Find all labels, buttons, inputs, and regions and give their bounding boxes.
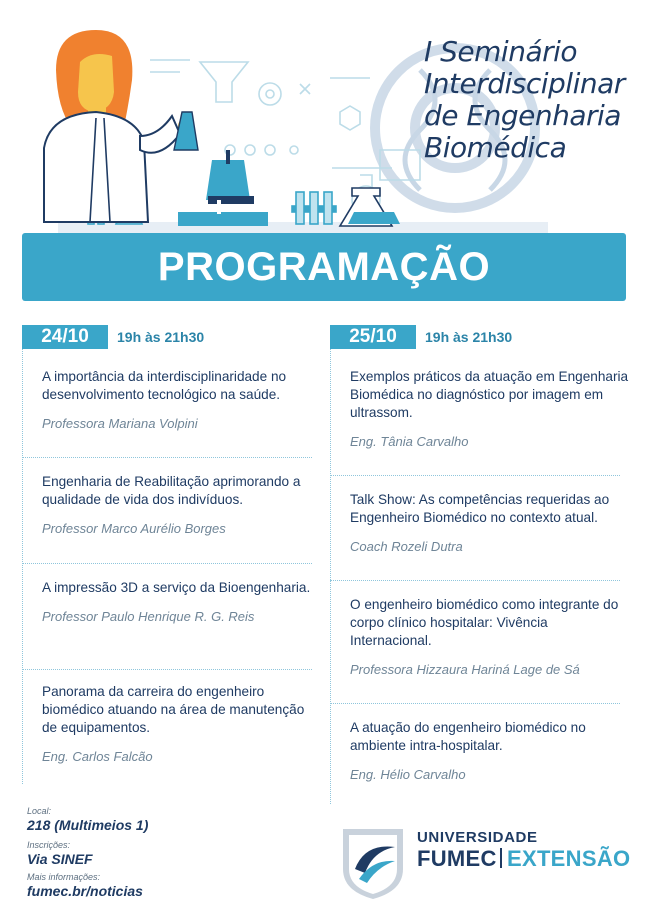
separator [22,669,312,670]
talk-item [42,473,322,536]
logo-divider [500,848,502,868]
programacao-banner [22,233,626,301]
talk-title: Talk Show: As competências requeridas ao Engenheiro Biomédico no contexto atual. [350,492,610,525]
microscope-icon [206,150,254,214]
talk-item [42,683,322,764]
logo-extensao: EXTENSÃO [507,846,631,871]
local-value: 218 (Multimeios 1) [27,817,149,833]
talk-title: Exemplos práticos da atuação em Engenharia Biomédica no diagnóstico por imagem em ultrassom. [350,369,629,420]
title-line: Interdisciplinar [424,67,625,100]
title-line: I Seminário [424,35,578,68]
talk-speaker: Professor Paulo Henrique R. G. Reis [42,609,255,624]
test-tubes-right-icon [292,192,336,224]
banner-text: PROGRAMAÇÃO [157,245,491,289]
title-line: Biomédica [424,131,567,164]
talk-item [350,368,630,449]
talk-speaker: Professora Mariana Volpini [42,416,198,431]
separator [330,703,620,704]
talk-item [350,491,630,554]
date-badge: 24/10 [22,325,108,349]
local-label: Local: [27,806,52,816]
talk-item [350,719,630,782]
talk-speaker: Eng. Carlos Falcão [42,749,153,764]
separator [330,580,620,581]
fumec-shield-icon [341,825,405,901]
info-label: Mais informações: [27,872,101,882]
separator [22,563,312,564]
inscricoes-label: Inscrições: [27,840,71,850]
separator [22,457,312,458]
talk-title: Panorama da carreira do engenheiro biomédico atuando na área de manutenção de equipamentos. [42,684,305,735]
date-badge: 25/10 [330,325,416,349]
talk-item [42,579,322,624]
talk-item [42,368,322,431]
hexagon-icon [340,106,360,130]
talk-title: O engenheiro biomédico como integrante do corpo clínico hospitalar: Vivência Internacional. [350,597,619,648]
talk-title: Engenharia de Reabilitação aprimorando a qualidade de vida dos indivíduos. [42,474,301,507]
talk-speaker: Coach Rozeli Dutra [350,539,463,554]
event-title [424,36,644,164]
date-hours: 19h às 21h30 [425,329,513,345]
scientist-illustration [44,30,198,222]
title-line: de Engenharia [424,99,621,132]
talk-speaker: Eng. Tânia Carvalho [350,434,469,449]
logo-fumec: FUMEC [417,846,497,871]
separator [330,475,620,476]
logo-university: UNIVERSIDADE [417,829,538,846]
talk-title: A impressão 3D a serviço da Bioengenharia. [42,580,311,595]
talk-title: A importância da interdisciplinaridade no desenvolvimento tecnológico na saúde. [42,369,287,402]
funnel-icon [200,62,248,102]
talk-title: A atuação do engenheiro biomédico no ambiente intra-hospitalar. [350,720,586,753]
gear-small-icon [259,83,281,105]
column-divider [330,349,331,804]
talk-speaker: Professora Hizzaura Hariná Lage de Sá [350,662,580,677]
talk-item [350,596,630,677]
inscricoes-value: Via SINEF [27,851,93,867]
info-link[interactable]: fumec.br/noticias [27,883,143,899]
talk-speaker: Eng. Hélio Carvalho [350,767,466,782]
talk-speaker: Professor Marco Aurélio Borges [42,521,226,536]
date-hours: 19h às 21h30 [117,329,205,345]
column-divider [22,349,23,784]
